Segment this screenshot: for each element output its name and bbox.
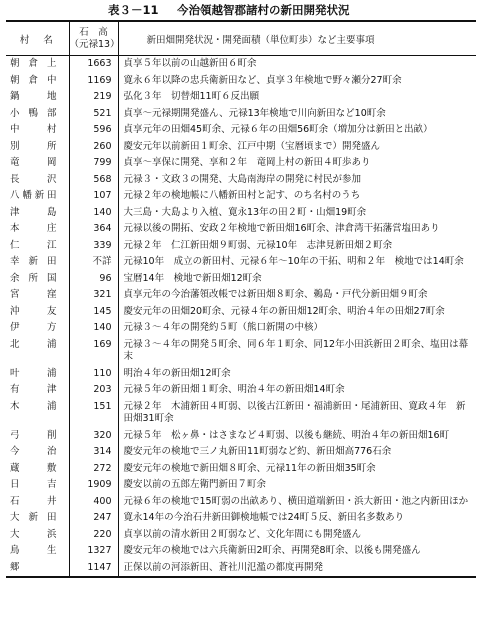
header-yield	[69, 21, 118, 56]
village-name-cell: 宮窪	[6, 287, 69, 304]
table-row	[6, 172, 476, 189]
description-cell: 元禄３～４年の開発約５町（熊口新開の中核）	[123, 322, 324, 333]
village-name-cell: 弓削	[6, 428, 69, 445]
table-row	[6, 287, 476, 304]
yield-cell: 1909	[69, 477, 118, 494]
village-name-cell: 鍋地	[6, 89, 69, 106]
village-name-cell: 日吉	[6, 477, 69, 494]
village-name-cell: 津島	[6, 205, 69, 222]
village-name-cell: 大新田	[6, 510, 69, 527]
village-name-cell: 叶浦	[6, 366, 69, 383]
yield-cell: 140	[69, 320, 118, 337]
village-name-cell: 中村	[6, 122, 69, 139]
yield-cell: 1147	[69, 560, 118, 578]
description-cell: 明治４年の新田畑12町余	[123, 367, 231, 379]
village-name-cell: 有津	[6, 382, 69, 399]
table-row	[6, 221, 476, 238]
yield-cell: 400	[69, 494, 118, 511]
description-cell: 元禄３・文政３の開発、大島南海岸の開発に村民が参加	[123, 173, 362, 185]
table-row	[6, 543, 476, 560]
header-row	[6, 21, 476, 56]
yield-cell: 260	[69, 139, 118, 156]
header-yield-sub: （元禄13）	[69, 38, 120, 50]
table-row	[6, 304, 476, 321]
description-cell: 寛永14年の今治石井新田御検地帳では24町５反、新田名多数あり	[123, 512, 405, 523]
village-name-cell: 沖友	[6, 304, 69, 321]
table-row	[6, 254, 476, 271]
header-description: 新田畑開発状況・開発面積（単位町歩）など主要事項	[118, 21, 476, 56]
yield-cell: 1169	[69, 73, 118, 90]
description-cell: 貞享元年の今治藩領改帳では新田畑８町余、鵜島・戸代分新田畑９町余	[123, 289, 428, 300]
yield-cell: 203	[69, 382, 118, 399]
table-row	[6, 122, 476, 139]
yield-cell: 96	[69, 271, 118, 288]
description-cell: 元禄２年の検地帳に八幡新田村と記す、のち名村のうち	[123, 190, 361, 201]
village-name-cell: 仁江	[6, 238, 69, 255]
yield-cell: 364	[69, 221, 118, 238]
village-name-cell: 小鴨部	[6, 106, 69, 123]
description-cell: 元禄５年 松ヶ鼻・はさまなど４町弱、以後も継続、明治４年の新田畑16町	[123, 429, 450, 441]
village-name-cell: 鳥生	[6, 543, 69, 560]
description-cell: 元禄２年 仁江新田畑９町弱、元禄10年 志津見新田畑２町余	[123, 239, 393, 251]
village-name-cell: 北浦	[6, 337, 69, 366]
description-cell: 弘化３年 切替畑11町６反出願	[123, 91, 260, 102]
description-cell: 慶安元年の田畑20町余、元禄４年の新田畑12町余、明治４年の田畑27町余	[123, 305, 445, 317]
yield-cell: 219	[69, 89, 118, 106]
table-row	[6, 56, 476, 73]
yield-cell: 110	[69, 366, 118, 383]
village-name-cell: 八幡新田	[6, 188, 69, 205]
development-table	[6, 20, 476, 578]
village-name-cell: 石井	[6, 494, 69, 511]
description-cell: 貞享元年の田畑45町余、元禄６年の田畑56町余（増加分は新田と出畝）	[123, 124, 433, 135]
table-row	[6, 494, 476, 511]
table-title: 今治領越智郡諸村の新田開発状況	[177, 3, 350, 17]
table-row	[6, 89, 476, 106]
yield-cell: 799	[69, 155, 118, 172]
table-row	[6, 399, 476, 428]
table-row	[6, 337, 476, 366]
yield-cell: 314	[69, 444, 118, 461]
yield-cell: 140	[69, 205, 118, 222]
yield-cell: 145	[69, 304, 118, 321]
description-cell: 元禄以後の開拓、安政２年検地で新田畑16町余、津倉湾干拓藩営塩田あり	[123, 223, 440, 234]
description-cell: 元禄10年 成立の新田村、元禄６年～10年の干拓、明和２年 検地では14町余	[123, 256, 464, 267]
village-name-cell: 竜岡	[6, 155, 69, 172]
description-cell: 慶安元年の検地で新田畑８町余、元禄11年の新田畑35町余	[123, 462, 376, 474]
description-cell: 慶安以前の五郎左衛門新田７町余	[123, 479, 267, 490]
table-row	[6, 382, 476, 399]
table-number: 表３－11	[108, 3, 159, 17]
table-row	[6, 238, 476, 255]
yield-cell: 151	[69, 399, 118, 428]
table-row	[6, 155, 476, 172]
yield-cell: 320	[69, 428, 118, 445]
yield-cell: 596	[69, 122, 118, 139]
description-cell: 寛永６年以降の忠兵衛新田など、貞享３年検地で野々瀬分27町余	[123, 74, 402, 86]
table-row	[6, 461, 476, 478]
description-cell: 正保以前の河添新田、蒼社川氾濫の都度再開発	[123, 561, 324, 573]
table-row	[6, 73, 476, 90]
header-village: 村名	[6, 21, 69, 56]
description-cell: 元禄５年の新田畑１町余、明治４年の新田畑14町余	[123, 384, 345, 395]
village-name-cell: 木浦	[6, 399, 69, 428]
table-row	[6, 106, 476, 123]
description-cell: 慶安元年以前新田１町余、江戸中期（宝暦頃まで）開発盛ん	[123, 140, 381, 152]
description-cell: 貞享以前の清水新田２町弱など、文化年間にも開発盛ん	[123, 528, 362, 540]
yield-cell: 339	[69, 238, 118, 255]
village-name-cell: 伊方	[6, 320, 69, 337]
village-name-cell: 余所国	[6, 271, 69, 288]
table-row	[6, 205, 476, 222]
description-cell: 宝暦14年 検地で新田畑12町余	[123, 272, 262, 284]
table-row	[6, 271, 476, 288]
table-row	[6, 428, 476, 445]
table-body	[6, 56, 476, 578]
description-cell: 大三島・大島より入植、寛永13年の田２町・山畑19町余	[123, 206, 367, 218]
village-name-cell: 郷	[6, 560, 69, 578]
table-row	[6, 320, 476, 337]
village-name-cell: 朝倉中	[6, 73, 69, 90]
description-cell: 慶安元年の検地では六兵衛新田2町余、再開発8町余、以後も開発盛ん	[123, 545, 421, 556]
description-cell: 元禄３～４年の開発５町余、同６年１町余、同12年小田浜新田２町余、塩田は幕末	[123, 338, 469, 362]
yield-cell: 169	[69, 337, 118, 366]
yield-cell: 321	[69, 287, 118, 304]
yield-cell: 521	[69, 106, 118, 123]
yield-cell: 247	[69, 510, 118, 527]
description-cell: 貞享５年以前の山越新田６町余	[123, 58, 257, 69]
table-row	[6, 188, 476, 205]
description-cell: 貞享～元禄期開発盛ん、元禄13年検地で川向新田など10町余	[123, 107, 386, 119]
description-cell: 元禄６年の検地で15町弱の出畝あり、横田道端新田・浜大新田・池之内新田ほか	[123, 495, 469, 507]
yield-cell: 不詳	[69, 254, 118, 271]
yield-cell: 1327	[69, 543, 118, 560]
village-name-cell: 朝倉上	[6, 56, 69, 73]
yield-cell: 107	[69, 188, 118, 205]
village-name-cell: 幸新田	[6, 254, 69, 271]
village-name-cell: 別所	[6, 139, 69, 156]
table-caption	[0, 2, 480, 18]
description-cell: 貞享～享保に開発、享和２年 竜岡上村の新田４町歩あり	[123, 157, 371, 168]
table-row	[6, 477, 476, 494]
description-cell: 慶安元年の検地で三ノ丸新田11町弱など約、新田畑高776石余	[123, 446, 392, 457]
header-yield-label: 石 高	[79, 26, 108, 38]
table-header	[6, 21, 476, 56]
table-row	[6, 139, 476, 156]
yield-cell: 220	[69, 527, 118, 544]
yield-cell: 568	[69, 172, 118, 189]
table-row	[6, 366, 476, 383]
yield-cell: 272	[69, 461, 118, 478]
table-row	[6, 527, 476, 544]
village-name-cell: 本庄	[6, 221, 69, 238]
village-name-cell: 今治	[6, 444, 69, 461]
yield-cell: 1663	[69, 56, 118, 73]
table-row	[6, 510, 476, 527]
village-name-cell: 大浜	[6, 527, 69, 544]
table-row	[6, 444, 476, 461]
description-cell: 元禄２年 木浦新田４町弱、以後古江新田・福浦新田・尾浦新田、寛政４年 新田畑31町余	[123, 400, 466, 424]
table-row	[6, 560, 476, 578]
village-name-cell: 蔵敷	[6, 461, 69, 478]
village-name-cell: 長沢	[6, 172, 69, 189]
